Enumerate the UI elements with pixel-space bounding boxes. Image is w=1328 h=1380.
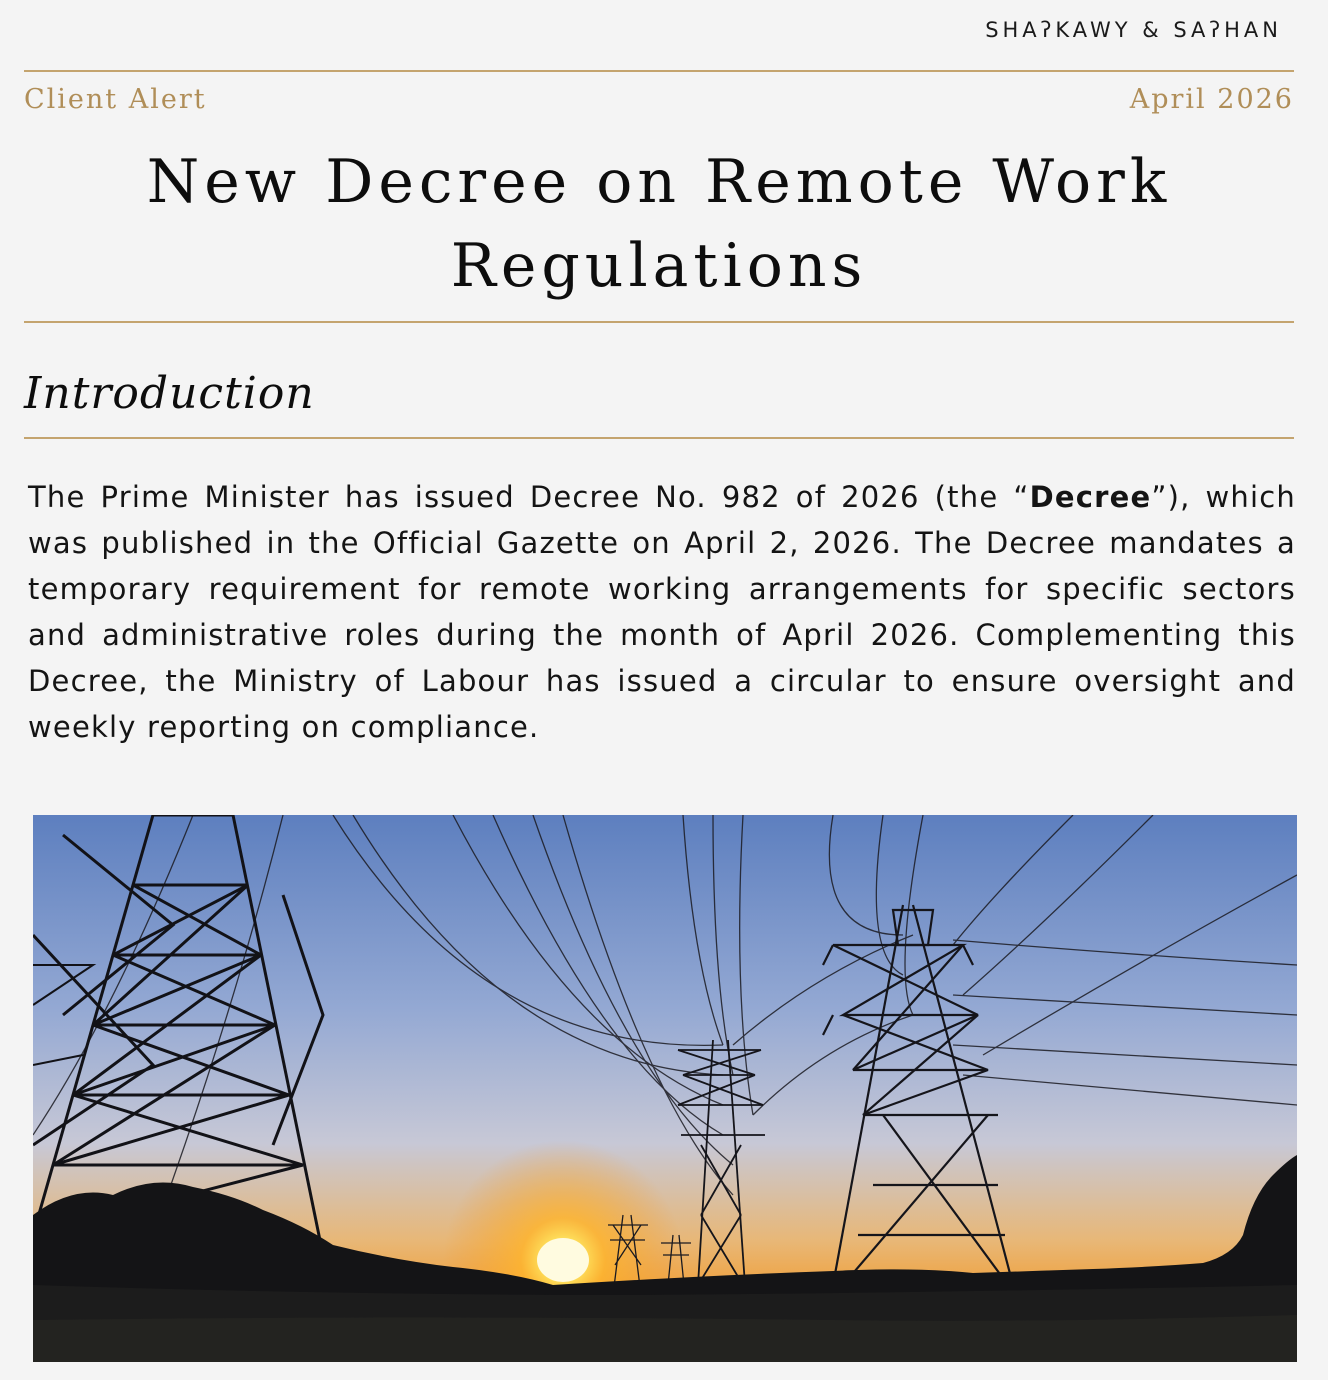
intro-text-rest: ”), which was published in the Official Gazette on April 2, 2026. The Decree mandates a temporary requirement for remote working arrangements for specific sectors and administrative roles during the month of April 2026. Complementing this Decree, the Ministry of Labour has issued a circular to ensure oversight and weekly reporting on compliance.: [28, 480, 1296, 744]
document-date: April 2026: [1129, 84, 1294, 115]
intro-text-start: The Prime Minister has issued Decree No. 982 of 2026 (the “: [28, 480, 1030, 514]
header-top-rule: [24, 70, 1294, 72]
pylons-sunset-photo: [33, 815, 1297, 1362]
section-heading: Introduction: [24, 368, 315, 419]
title-bottom-rule: [24, 321, 1294, 323]
brand-logo: SHAʔKAWY & SAʔHAN: [985, 18, 1282, 42]
title-line-2: Regulations: [450, 231, 868, 301]
document-type-label: Client Alert: [24, 84, 207, 115]
intro-paragraph: [28, 474, 1296, 750]
intro-defined-term: Decree: [1029, 480, 1152, 514]
section-heading-rule: [24, 437, 1294, 439]
page-title: [24, 140, 1294, 308]
title-line-1: New Decree on Remote Work: [146, 147, 1172, 217]
